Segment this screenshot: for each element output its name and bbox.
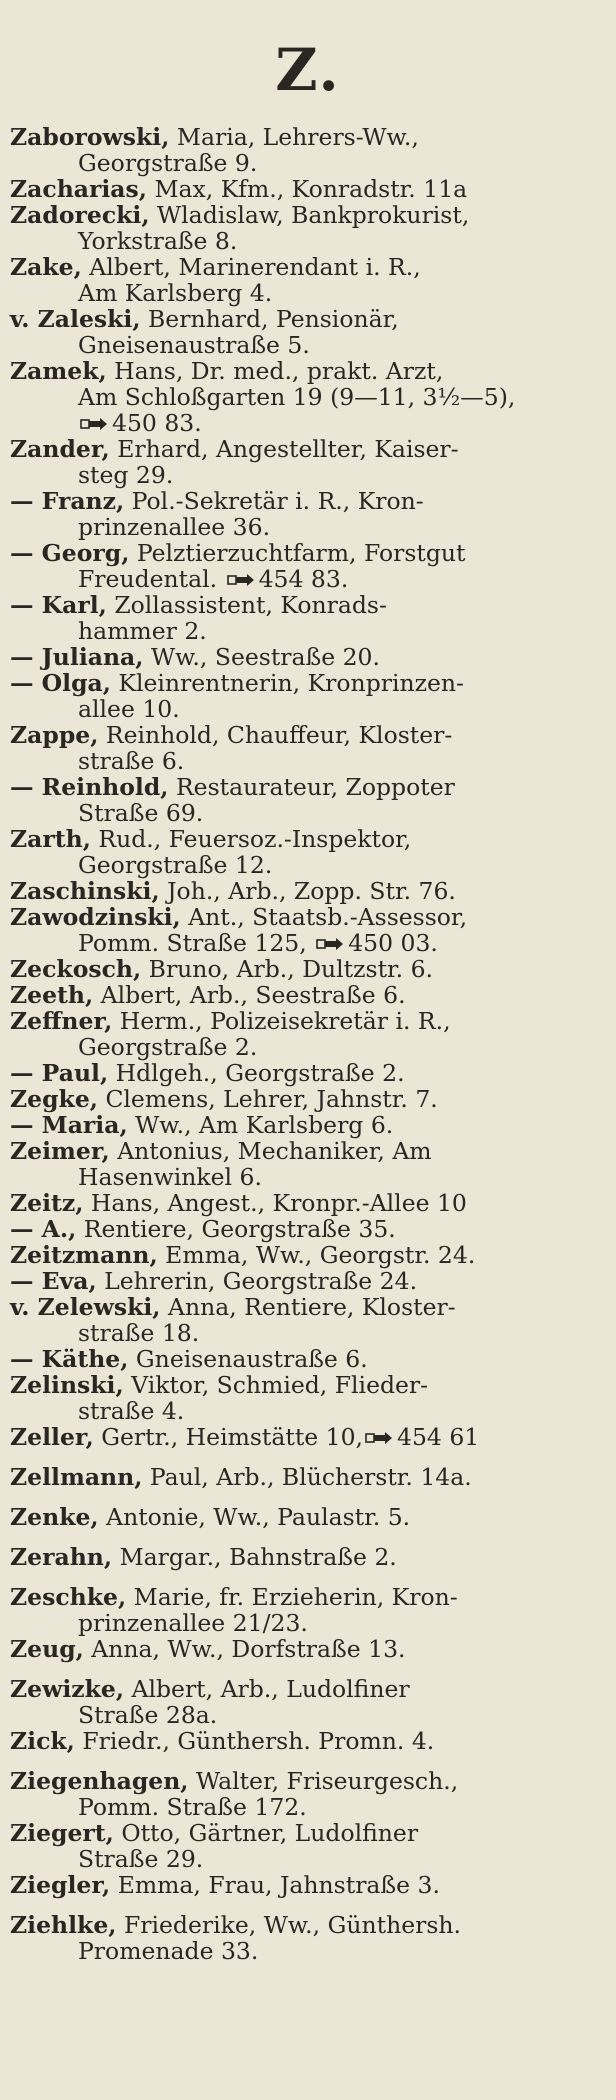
directory-entry: [10, 826, 606, 878]
directory-entry: [10, 254, 606, 306]
entry-first-line: [10, 1268, 606, 1294]
entry-first-line: [10, 826, 606, 852]
entry-continuation: [10, 228, 606, 254]
entry-details: Wladislaw, Bankprokurist,: [157, 201, 470, 229]
entry-continuation: [10, 1702, 606, 1728]
entry-details: Emma, Ww., Georgstr. 24.: [165, 1241, 476, 1269]
telephone-icon: [365, 1431, 393, 1445]
entry-first-line: [10, 488, 606, 514]
entry-name: Zappe,: [10, 721, 99, 749]
entry-name: Zeitzmann,: [10, 1241, 158, 1269]
entry-continuation-text: Straße 28a.: [78, 1701, 218, 1729]
entry-name: Zegke,: [10, 1085, 98, 1113]
entry-continuation: [10, 1938, 606, 1964]
entry-name: Zenke,: [10, 1503, 99, 1531]
telephone-icon: [316, 937, 344, 951]
entry-details: Maria, Lehrers-Ww.,: [176, 123, 419, 151]
directory-entry: [10, 1086, 606, 1112]
entry-first-line: [10, 956, 606, 982]
entry-continuation: [10, 852, 606, 878]
entry-name: Zacharias,: [10, 175, 147, 203]
entry-continuation-text: steg 29.: [78, 461, 174, 489]
entry-details: Friedr., Günthersh. Promn. 4.: [82, 1727, 435, 1755]
entry-first-line: [10, 1820, 606, 1846]
entry-name: Zeckosch,: [10, 955, 142, 983]
entry-name: — A.,: [10, 1215, 77, 1243]
entry-continuation: [10, 514, 606, 540]
telephone-icon: [227, 573, 255, 587]
entry-continuation-text: Gneisenaustraße 5.: [78, 331, 310, 359]
entry-name: Zelinski,: [10, 1371, 124, 1399]
entry-continuation-text: Hasenwinkel 6.: [78, 1163, 262, 1191]
entry-details: Joh., Arb., Zopp. Str. 76.: [167, 877, 456, 905]
entry-continuation-text: straße 18.: [78, 1319, 200, 1347]
entry-details: Marie, fr. Erzieherin, Kron-: [133, 1583, 458, 1611]
entry-name: — Karl,: [10, 591, 107, 619]
entry-first-line: [10, 1372, 606, 1398]
entry-details: Albert, Arb., Ludolfiner: [131, 1675, 410, 1703]
entry-continuation-text: Georgstraße 9.: [78, 149, 258, 177]
directory-entry: [10, 670, 606, 722]
entry-details: Albert, Arb., Seestraße 6.: [100, 981, 406, 1009]
phone-number: 450 03.: [348, 929, 438, 957]
directory-entry: [10, 1060, 606, 1086]
entry-details: Clemens, Lehrer, Jahnstr. 7.: [105, 1085, 438, 1113]
entry-continuation-text: Am Schloßgarten 19 (9—11, 3½—5),: [78, 383, 516, 411]
entry-details: Pol.-Sekretär i. R., Kron-: [131, 487, 424, 515]
entry-first-line: [10, 722, 606, 748]
directory-entry: [10, 306, 606, 358]
entry-continuation: [10, 1398, 606, 1424]
entry-details: Antonius, Mechaniker, Am: [117, 1137, 432, 1165]
entry-details: Pelztierzuchtfarm, Forstgut: [136, 539, 466, 567]
entry-name: Zander,: [10, 435, 110, 463]
entry-details: Rentiere, Georgstraße 35.: [83, 1215, 396, 1243]
directory-entry: [10, 1464, 606, 1490]
entry-details: Reinhold, Chauffeur, Kloster-: [105, 721, 453, 749]
entry-details: Ww., Am Karlsberg 6.: [135, 1111, 394, 1139]
entry-name: Zick,: [10, 1727, 75, 1755]
directory-entry: [10, 722, 606, 774]
entry-name: Zellmann,: [10, 1463, 143, 1491]
entry-first-line: [10, 592, 606, 618]
entry-continuation: [10, 930, 606, 956]
entry-details: Anna, Ww., Dorfstraße 13.: [91, 1635, 406, 1663]
entry-phone-line: [10, 410, 606, 436]
directory-entry: [10, 1190, 606, 1216]
entry-details: Hans, Angest., Kronpr.-Allee 10: [90, 1189, 467, 1217]
entry-details: Gertr., Heimstätte 10,: [101, 1423, 364, 1451]
directory-entry: [10, 124, 606, 176]
entry-details: Zollassistent, Konrads-: [114, 591, 387, 619]
entry-details: Rud., Feuersoz.-Inspektor,: [98, 825, 412, 853]
entry-continuation-text: prinzenallee 21/23.: [78, 1609, 308, 1637]
directory-entry: [10, 358, 606, 436]
phone-number: 454 83.: [258, 565, 349, 593]
entry-first-line: [10, 1544, 606, 1570]
directory-entry: [10, 774, 606, 826]
entry-details: Otto, Gärtner, Ludolfiner: [121, 1819, 419, 1847]
entry-continuation-text: Georgstraße 12.: [78, 851, 273, 879]
entry-first-line: [10, 1008, 606, 1034]
entry-name: Zeimer,: [10, 1137, 110, 1165]
entry-continuation: [10, 1794, 606, 1820]
entry-continuation-text: straße 6.: [78, 747, 185, 775]
entry-continuation: [10, 1846, 606, 1872]
directory-entry: [10, 1138, 606, 1190]
entry-first-line: [10, 982, 606, 1008]
entry-details: Herm., Polizeisekretär i. R.,: [119, 1007, 451, 1035]
directory-entry: [10, 1820, 606, 1872]
entry-name: — Georg,: [10, 539, 130, 567]
entry-name: — Käthe,: [10, 1345, 129, 1373]
entry-continuation: [10, 462, 606, 488]
entry-continuation: [10, 150, 606, 176]
entry-continuation: [10, 280, 606, 306]
directory-entry: [10, 1676, 606, 1728]
entry-name: Zaborowski,: [10, 123, 170, 151]
entry-name: — Paul,: [10, 1059, 109, 1087]
directory-entry: [10, 1504, 606, 1530]
entry-details: Friederike, Ww., Günthersh.: [123, 1911, 462, 1939]
entry-name: Ziegler,: [10, 1871, 111, 1899]
entry-continuation: [10, 332, 606, 358]
directory-entry: [10, 1768, 606, 1820]
entry-continuation: [10, 748, 606, 774]
entry-continuation-text: prinzenallee 36.: [78, 513, 271, 541]
directory-entry: [10, 1112, 606, 1138]
entry-name: — Maria,: [10, 1111, 128, 1139]
entry-continuation: [10, 800, 606, 826]
entry-continuation-text: Promenade 33.: [78, 1937, 259, 1965]
entry-first-line: [10, 904, 606, 930]
entry-name: Zeschke,: [10, 1583, 127, 1611]
entry-details: Bernhard, Pensionär,: [148, 305, 399, 333]
entry-first-line: [10, 1768, 606, 1794]
entry-name: — Eva,: [10, 1267, 97, 1295]
directory-entry: [10, 1242, 606, 1268]
entry-continuation: [10, 566, 606, 592]
directory-entry: [10, 982, 606, 1008]
entry-first-line: [10, 1138, 606, 1164]
entry-first-line: [10, 306, 606, 332]
entry-list: [10, 124, 606, 1964]
entry-details: Bruno, Arb., Dultzstr. 6.: [148, 955, 434, 983]
entry-name: v. Zaleski,: [10, 305, 141, 333]
entry-first-line: [10, 1190, 606, 1216]
entry-name: Zewizke,: [10, 1675, 125, 1703]
directory-entry: [10, 488, 606, 540]
entry-name: Zeitz,: [10, 1189, 84, 1217]
entry-details: Albert, Marinerendant i. R.,: [89, 253, 421, 281]
entry-continuation-text: Straße 69.: [78, 799, 204, 827]
entry-details: Lehrerin, Georgstraße 24.: [104, 1267, 418, 1295]
entry-details: Hdlgeh., Georgstraße 2.: [115, 1059, 405, 1087]
phone-number: 454 61: [397, 1423, 480, 1451]
entry-first-line: [10, 1294, 606, 1320]
directory-entry: [10, 1346, 606, 1372]
directory-entry: [10, 1216, 606, 1242]
entry-details: Erhard, Angestellter, Kaiser-: [117, 435, 459, 463]
entry-first-line: [10, 1424, 606, 1450]
entry-first-line: [10, 124, 606, 150]
entry-first-line: [10, 176, 606, 202]
directory-entry: [10, 1424, 606, 1450]
directory-entry: [10, 644, 606, 670]
entry-continuation: [10, 1320, 606, 1346]
directory-entry: [10, 436, 606, 488]
entry-first-line: [10, 1464, 606, 1490]
entry-first-line: [10, 1728, 606, 1754]
directory-entry: [10, 1294, 606, 1346]
entry-continuation: [10, 1164, 606, 1190]
entry-first-line: [10, 1216, 606, 1242]
directory-entry: [10, 878, 606, 904]
directory-entry: [10, 1544, 606, 1570]
entry-first-line: [10, 1060, 606, 1086]
entry-details: Walter, Friseurgesch.,: [195, 1767, 459, 1795]
entry-continuation: [10, 1610, 606, 1636]
entry-name: — Olga,: [10, 669, 111, 697]
entry-continuation-text: allee 10.: [78, 695, 180, 723]
entry-continuation-text: Pomm. Straße 125,: [78, 929, 307, 957]
entry-name: Ziegenhagen,: [10, 1767, 189, 1795]
directory-entry: [10, 1584, 606, 1636]
section-letter: Z.: [275, 36, 341, 104]
entry-name: v. Zelewski,: [10, 1293, 161, 1321]
entry-first-line: [10, 878, 606, 904]
entry-name: Zake,: [10, 253, 82, 281]
entry-first-line: [10, 1242, 606, 1268]
entry-continuation-text: hammer 2.: [78, 617, 207, 645]
entry-name: Zeller,: [10, 1423, 94, 1451]
entry-continuation-text: Yorkstraße 8.: [78, 227, 238, 255]
directory-entry: [10, 1372, 606, 1424]
entry-first-line: [10, 644, 606, 670]
entry-name: Zeug,: [10, 1635, 84, 1663]
entry-first-line: [10, 1584, 606, 1610]
entry-details: Max, Kfm., Konradstr. 11a: [154, 175, 468, 203]
directory-entry: [10, 1912, 606, 1964]
entry-continuation-text: Pomm. Straße 172.: [78, 1793, 307, 1821]
entry-continuation-text: straße 4.: [78, 1397, 185, 1425]
entry-name: Ziehlke,: [10, 1911, 117, 1939]
entry-first-line: [10, 1676, 606, 1702]
entry-name: Zerahn,: [10, 1543, 113, 1571]
directory-entry: [10, 176, 606, 202]
entry-first-line: [10, 540, 606, 566]
entry-first-line: [10, 1086, 606, 1112]
entry-first-line: [10, 1112, 606, 1138]
entry-details: Antonie, Ww., Paulastr. 5.: [106, 1503, 411, 1531]
entry-details: Viktor, Schmied, Flieder-: [131, 1371, 429, 1399]
entry-first-line: [10, 1346, 606, 1372]
entry-name: — Reinhold,: [10, 773, 169, 801]
entry-details: Ant., Staatsb.-Assessor,: [188, 903, 468, 931]
entry-name: Zarth,: [10, 825, 91, 853]
entry-name: — Juliana,: [10, 643, 144, 671]
entry-first-line: [10, 1504, 606, 1530]
entry-details: Emma, Frau, Jahnstraße 3.: [117, 1871, 440, 1899]
directory-entry: [10, 1728, 606, 1754]
directory-entry: [10, 1872, 606, 1898]
entry-name: — Franz,: [10, 487, 125, 515]
entry-first-line: [10, 1636, 606, 1662]
directory-entry: [10, 1008, 606, 1060]
entry-first-line: [10, 1912, 606, 1938]
entry-continuation-text: Freudental.: [78, 565, 218, 593]
entry-name: Zaschinski,: [10, 877, 160, 905]
directory-entry: [10, 1268, 606, 1294]
entry-first-line: [10, 670, 606, 696]
entry-first-line: [10, 1872, 606, 1898]
entry-details: Anna, Rentiere, Kloster-: [167, 1293, 456, 1321]
directory-entry: [10, 592, 606, 644]
entry-continuation: [10, 618, 606, 644]
directory-entry: [10, 540, 606, 592]
entry-name: Zawodzinski,: [10, 903, 181, 931]
entry-first-line: [10, 202, 606, 228]
entry-name: Ziegert,: [10, 1819, 114, 1847]
entry-details: Gneisenaustraße 6.: [135, 1345, 368, 1373]
entry-first-line: [10, 436, 606, 462]
telephone-icon: [80, 417, 108, 431]
entry-continuation-text: Straße 29.: [78, 1845, 204, 1873]
directory-entry: [10, 904, 606, 956]
entry-details: Margar., Bahnstraße 2.: [119, 1543, 397, 1571]
entry-name: Zeffner,: [10, 1007, 113, 1035]
entry-first-line: [10, 774, 606, 800]
phone-number: 450 83.: [112, 409, 202, 437]
entry-name: Zadorecki,: [10, 201, 150, 229]
entry-continuation: [10, 696, 606, 722]
entry-continuation-text: Am Karlsberg 4.: [78, 279, 273, 307]
directory-entry: [10, 956, 606, 982]
entry-details: Ww., Seestraße 20.: [150, 643, 380, 671]
entry-details: Restaurateur, Zoppoter: [175, 773, 455, 801]
entry-name: Zeeth,: [10, 981, 94, 1009]
entry-details: Hans, Dr. med., prakt. Arzt,: [114, 357, 444, 385]
entry-first-line: [10, 254, 606, 280]
entry-continuation: [10, 1034, 606, 1060]
entry-details: Paul, Arb., Blücherstr. 14a.: [149, 1463, 472, 1491]
entry-continuation: [10, 384, 606, 410]
directory-entry: [10, 1636, 606, 1662]
entry-first-line: [10, 358, 606, 384]
directory-entry: [10, 202, 606, 254]
entry-name: Zamek,: [10, 357, 107, 385]
entry-details: Kleinrentnerin, Kronprinzen-: [118, 669, 464, 697]
entry-continuation-text: Georgstraße 2.: [78, 1033, 258, 1061]
